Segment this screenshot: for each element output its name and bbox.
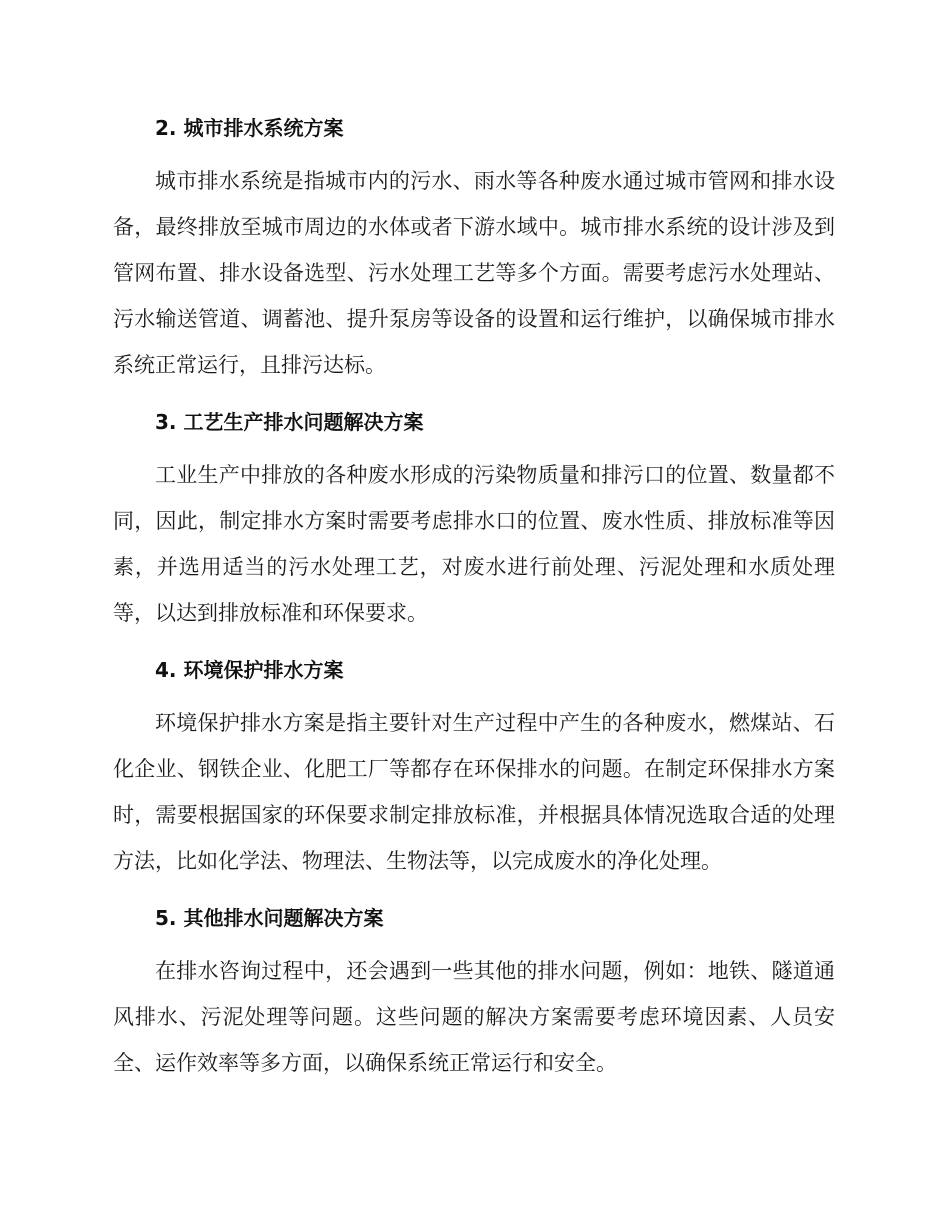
section-heading: 4. 环境保护排水方案 [155,658,344,682]
section-heading: 3. 工艺生产排水问题解决方案 [155,410,424,434]
document-content [113,112,835,1104]
section-paragraph: 在排水咨询过程中，还会遇到一些其他的排水问题，例如：地铁、隧道通风排水、污泥处理等问题。这些问题的解决方案需要考虑环境因素、人员安全、运作效率等多方面，以确保系统正常运行和安全。 [113,959,835,1075]
section-paragraph: 工业生产中排放的各种废水形成的污染物质量和排污口的位置、数量都不同，因此，制定排水方案时需要考虑排水口的位置、废水性质、排放标准等因素，并选用适当的污水处理工艺，对废水进行前处理、污泥处理和水质处理等，以达到排放标准和环保要求。 [113,463,835,625]
section-industrial-drainage [113,406,835,636]
section-urban-drainage [113,112,835,388]
section-paragraph: 城市排水系统是指城市内的污水、雨水等各种废水通过城市管网和排水设备，最终排放至城市周边的水体或者下游水域中。城市排水系统的设计涉及到管网布置、排水设备选型、污水处理工艺等多个方面。需要考虑污水处理站、污水输送管道、调蓄池、提升泵房等设备的设置和运行维护，以确保城市排水系统正常运行，且排污达标。 [113,169,835,377]
section-environmental-drainage [113,654,835,884]
section-other-drainage [113,902,835,1086]
section-paragraph: 环境保护排水方案是指主要针对生产过程中产生的各种废水，燃煤站、石化企业、钢铁企业、化肥工厂等都存在环保排水的问题。在制定环保排水方案时，需要根据国家的环保要求制定排放标准，并根据具体情况选取合适的处理方法，比如化学法、物理法、生物法等，以完成废水的净化处理。 [113,711,835,873]
section-heading: 5. 其他排水问题解决方案 [155,906,384,930]
section-heading: 2. 城市排水系统方案 [155,116,344,140]
